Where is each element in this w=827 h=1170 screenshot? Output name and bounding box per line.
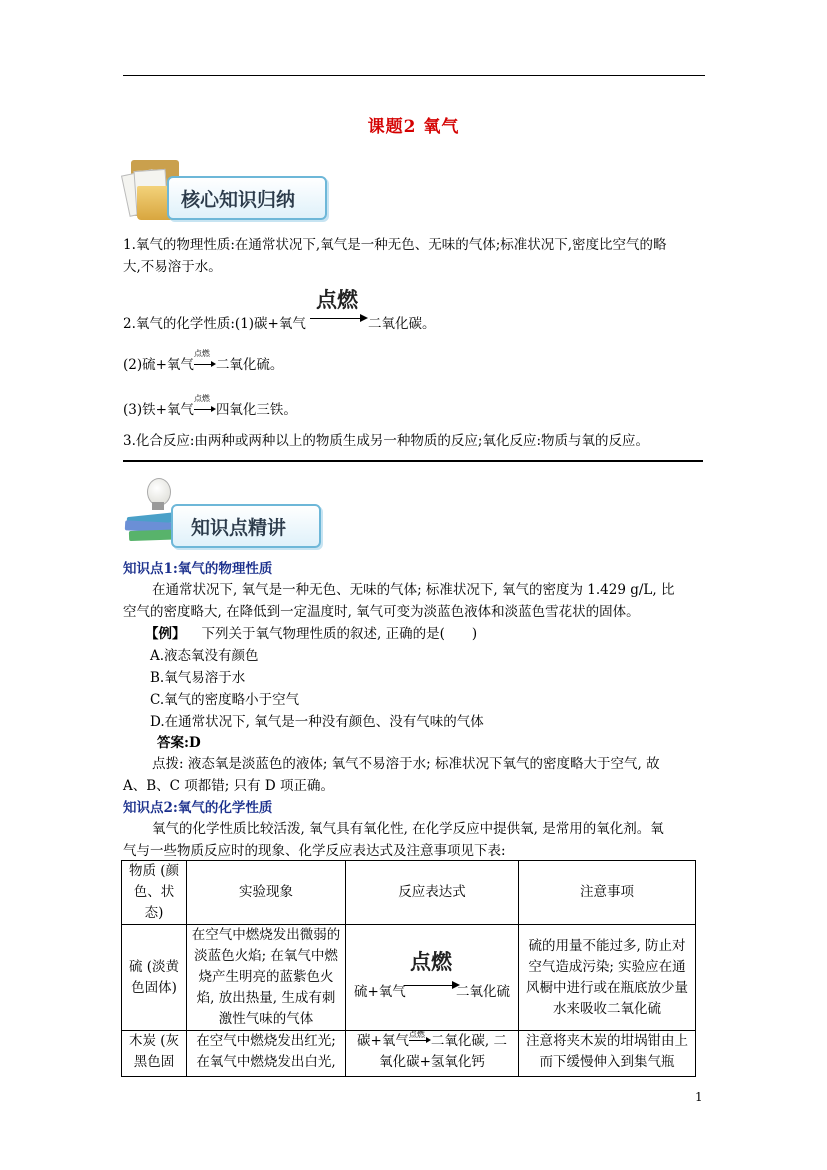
kp1-title: 知识点1:氧气的物理性质: [123, 561, 273, 577]
cell-equation: 硫+氧气 点燃 二氧化硫: [346, 925, 519, 1031]
kp1-para-a: 在通常状况下, 氧气是一种无色、无味的气体; 标准状况下, 氧气的密度为 1.429 g/L, 比: [152, 582, 675, 598]
option-a: A.液态氧没有颜色: [150, 648, 259, 664]
knowledge-points-label: 知识点精讲: [191, 517, 287, 539]
kp1-para-b: 空气的密度略大, 在降低到一定温度时, 氧气可变为淡蓝色液体和淡蓝色雪花状的固体。: [123, 604, 640, 620]
cell-substance: 木炭 (灰黑色固: [122, 1031, 187, 1077]
answer: 答案:D: [157, 735, 201, 751]
ignite-arrow: 点燃: [404, 952, 462, 992]
small-arrow-icon: 点燃: [194, 357, 216, 369]
option-b: B.氧气易溶于水: [150, 670, 246, 686]
section-divider: [123, 460, 703, 462]
cell-equation: 碳+氧气 点燃 二氧化碳, 二 氧化碳+氢氧化钙: [346, 1031, 519, 1077]
cell-notes: 注意将夹木炭的坩埚钳由上而下缓慢伸入到集气瓶: [519, 1031, 696, 1077]
hint-a: 点拨: 液态氧是淡蓝色的液体; 氧气不易溶于水; 标准状况下氧气的密度略大于空气, 故: [152, 756, 660, 772]
kp1-example: [145, 622, 477, 642]
hint-b: A、B、C 项都错; 只有 D 项正确。: [123, 778, 335, 794]
kp2-title: 知识点2:氧气的化学性质: [123, 800, 273, 816]
kp2-para-a: 氧气的化学性质比较活泼, 氧气具有氧化性, 在化学反应中提供氧, 是常用的氧化剂。氧: [152, 821, 664, 837]
table-row: [122, 925, 696, 1031]
cell-notes: 硫的用量不能过多, 防止对空气造成污染; 实验应在通风橱中进行或在瓶底放少量水来吸收二氧化硫: [519, 925, 696, 1031]
cell-phenomenon: 在空气中燃烧发出红光; 在氧气中燃烧发出白光,: [187, 1031, 346, 1077]
small-arrow-icon: 点燃: [194, 402, 216, 414]
example-tag: 【例】: [145, 626, 186, 642]
cell-substance: 硫 (淡黄色固体): [122, 925, 187, 1031]
core-p2-suffix: 二氧化碳。: [368, 316, 436, 332]
kp2-para-b: 气与一些物质反应时的现象、化学反应表达式及注意事项见下表:: [123, 843, 506, 859]
core-knowledge-banner: [123, 158, 328, 224]
ignite-label: 点燃: [316, 288, 358, 312]
option-d: D.在通常状况下, 氧气是一种没有颜色、没有气味的气体: [150, 714, 484, 730]
small-arrow-icon: 点燃: [409, 1033, 431, 1045]
page-title: 课题2 氧气: [367, 117, 460, 137]
ignite-arrow: [310, 284, 368, 324]
core-p1a: 1.氧气的物理性质:在通常状况下,氧气是一种无色、无味的气体;标准状况下,密度比空气的略: [123, 237, 667, 253]
core-knowledge-label: 核心知识归纳: [181, 189, 296, 211]
header-equation: 反应表达式: [346, 861, 519, 925]
header-phenomenon: 实验现象: [187, 861, 346, 925]
option-c: C.氧气的密度略小于空气: [150, 692, 300, 708]
header-rule: [123, 75, 705, 76]
table-header-row: [122, 861, 696, 925]
core-p5: 3.化合反应:由两种或两种以上的物质生成另一种物质的反应;氧化反应:物质与氧的反应。: [123, 433, 650, 449]
table-row: [122, 1031, 696, 1077]
page-number: 1: [695, 1090, 703, 1104]
cell-phenomenon: 在空气中燃烧发出微弱的淡蓝色火焰; 在氧气中燃烧产生明亮的蓝紫色火焰, 放出热量, 生成有刺激性气味的气体: [187, 925, 346, 1031]
core-p2-prefix: 2.氧气的化学性质:(1)碳+氧气: [123, 316, 306, 332]
oxygen-reaction-table: [121, 860, 696, 1077]
example-question: 下列关于氧气物理性质的叙述, 正确的是( ): [201, 626, 478, 642]
core-p3: (2)硫+氧气 点燃 二氧化硫。: [123, 349, 284, 373]
header-notes: 注意事项: [519, 861, 696, 925]
knowledge-points-banner: [123, 474, 323, 546]
core-p1b: 大,不易溶于水。: [123, 259, 222, 275]
core-p4: (3)铁+氧气 点燃 四氧化三铁。: [123, 394, 297, 418]
header-substance: 物质 (颜色、状态): [122, 861, 187, 925]
